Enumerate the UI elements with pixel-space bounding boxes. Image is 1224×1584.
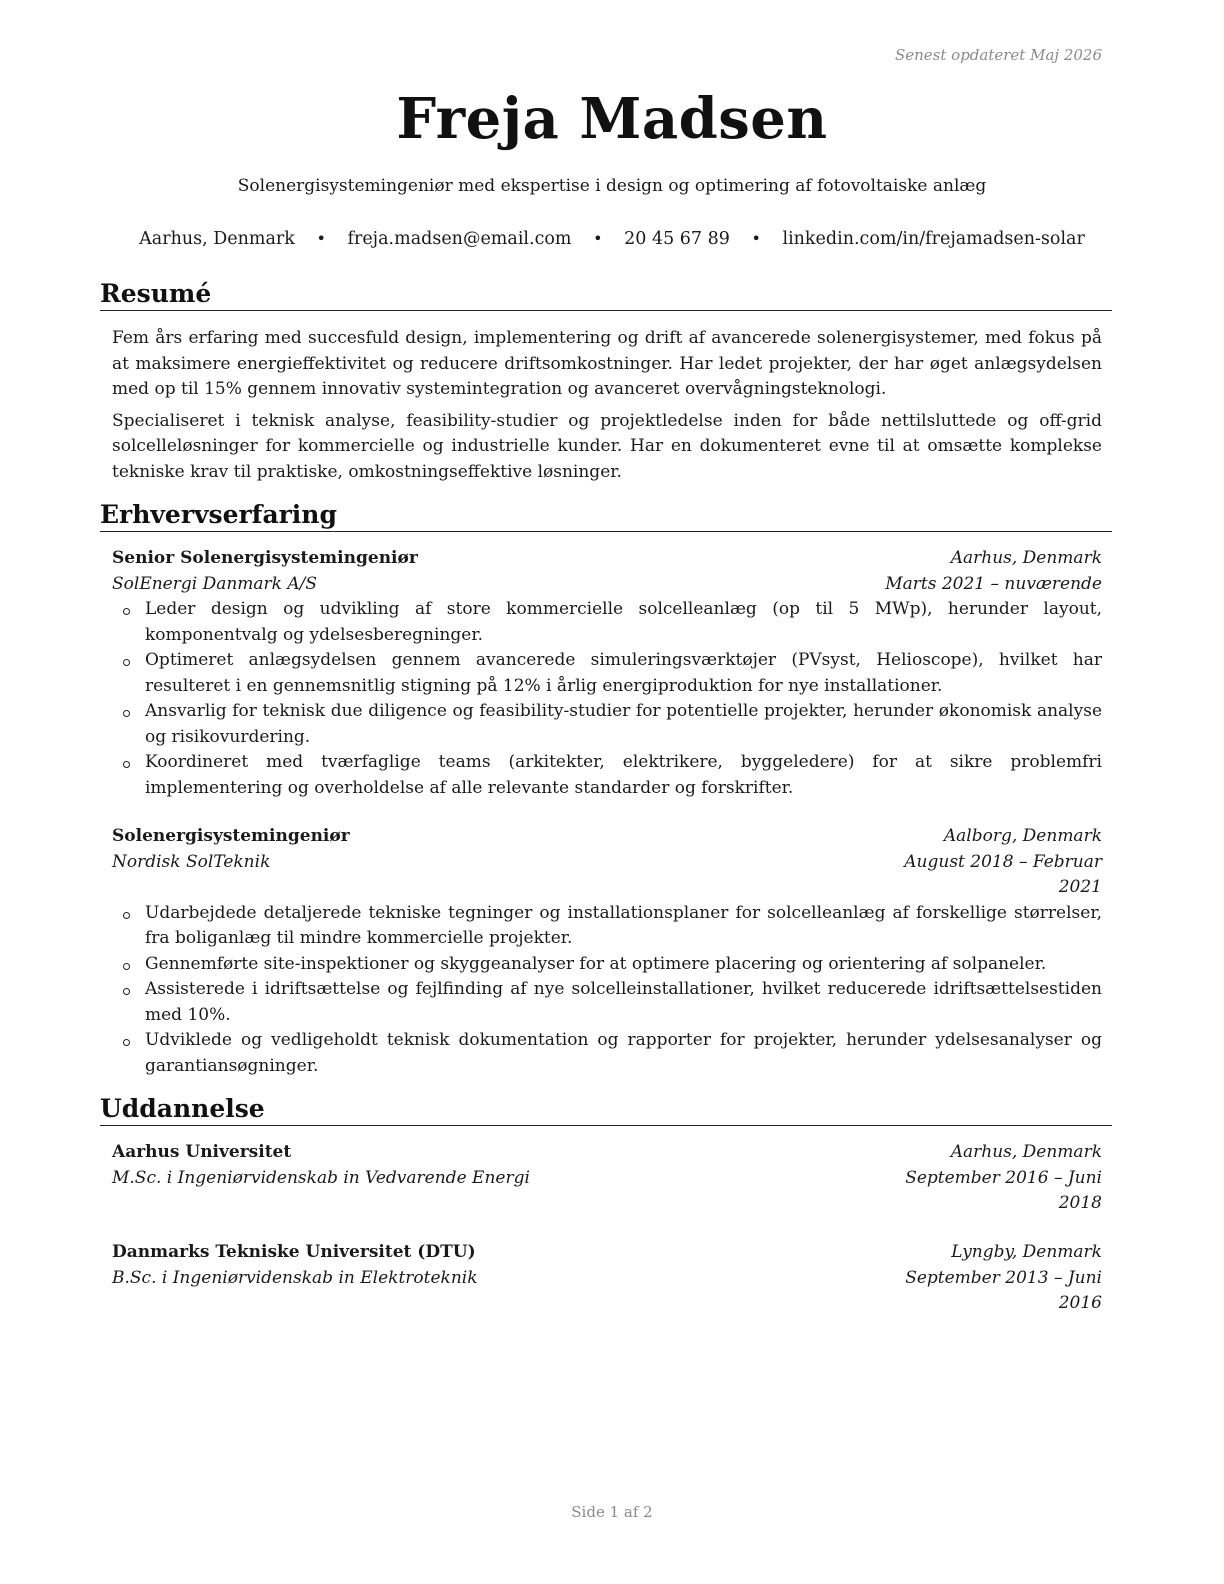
degree-name: B.Sc. i Ingeniørvidenskab in Elektroteknik bbox=[112, 1267, 478, 1288]
contact-linkedin-link[interactable]: linkedin.com/in/frejamadsen-solar bbox=[782, 229, 1085, 249]
list-item: Koordineret med tværfaglige teams (arkitekter, elektrikere, byggeledere) for at sikre problemfri implementering og overholdelse af alle relevante standarder og forskrifter. bbox=[112, 750, 1102, 801]
list-item: Optimeret anlægsydelsen gennem avancerede simuleringsværktøjer (PVsyst, Helioscope), hvilket har resulteret i en gennemsnitlig stigning på 12% i årlig energiproduktion for nye installationer. bbox=[112, 648, 1102, 699]
summary-paragraph: Fem års erfaring med succesfuld design, implementering og drift af avancerede solenergisystemer, med fokus på at maksimere energieffektivitet og reducere driftsomkostninger. Har ledet projekter, der har øget anlægsydelsen med op til 15% gennem innovativ systemintegration og avanceret overvågningsteknologi. bbox=[112, 328, 1102, 399]
job-entry bbox=[112, 824, 1102, 1079]
last-updated-note: Senest opdateret Maj 2026 bbox=[894, 46, 1102, 64]
candidate-name: Freja Madsen bbox=[396, 86, 828, 152]
degree-name: M.Sc. i Ingeniørvidenskab in Vedvarende Energi bbox=[112, 1167, 530, 1188]
section-title-experience: Erhvervserfaring bbox=[100, 500, 1112, 532]
list-item: Ansvarlig for teknisk due diligence og feasibility-studier for potentielle projekter, herunder økonomisk analyse og risikovurdering. bbox=[112, 699, 1102, 750]
education-dates: September 2016 – Juni 2018 bbox=[905, 1167, 1102, 1213]
circle-bullet-icon bbox=[123, 710, 130, 717]
job-company: SolEnergi Danmark A/S bbox=[112, 573, 318, 594]
list-item: Udarbejdede detaljerede tekniske tegninger og installationsplaner for solcelleanlæg af forskellige størrelser, fra boliganlæg til mindre kommercielle projekter. bbox=[112, 901, 1102, 952]
school-location: Aarhus, Denmark bbox=[950, 1142, 1102, 1162]
job-company: Nordisk SolTeknik bbox=[112, 851, 271, 872]
contact-location: Aarhus, Denmark bbox=[139, 229, 295, 249]
section-title-summary: Resumé bbox=[100, 279, 1112, 311]
circle-bullet-icon bbox=[123, 608, 130, 615]
education-entry bbox=[112, 1140, 1102, 1217]
job-entry bbox=[112, 546, 1102, 801]
contact-email-link[interactable]: freja.madsen@email.com bbox=[347, 229, 572, 249]
list-item: Assisterede i idriftsættelse og fejlfinding af nye solcelleinstallationer, hvilket reducerede idriftsættelsestiden med 10%. bbox=[112, 977, 1102, 1028]
job-title: Solenergisystemingeniør bbox=[112, 826, 350, 846]
page-number: Side 1 af 2 bbox=[571, 1503, 653, 1521]
list-item: Gennemførte site-inspektioner og skyggeanalyser for at optimere placering og orientering af solpaneler. bbox=[112, 952, 1102, 978]
education-dates: September 2013 – Juni 2016 bbox=[905, 1267, 1102, 1313]
contact-line bbox=[0, 229, 1224, 249]
list-item: Leder design og udvikling af store kommercielle solcelleanlæg (op til 5 MWp), herunder layout, komponentvalg og ydelsesberegninger. bbox=[112, 597, 1102, 648]
school-location: Lyngby, Denmark bbox=[951, 1242, 1102, 1262]
professional-tagline: Solenergisystemingeniør med ekspertise i design og optimering af fotovoltaiske anlæg bbox=[237, 176, 987, 196]
contact-phone: 20 45 67 89 bbox=[624, 229, 730, 249]
job-dates: Marts 2021 – nuværende bbox=[885, 573, 1102, 594]
list-item: Udviklede og vedligeholdt teknisk dokumentation og rapporter for projekter, herunder ydelsesanalyser og garantiansøgninger. bbox=[112, 1028, 1102, 1079]
job-dates: August 2018 – Februar 2021 bbox=[904, 851, 1102, 897]
education-entry bbox=[112, 1240, 1102, 1317]
school-name: Aarhus Universitet bbox=[112, 1142, 292, 1162]
summary-section bbox=[112, 326, 1102, 485]
job-title: Senior Solenergisystemingeniør bbox=[112, 548, 418, 568]
circle-bullet-icon bbox=[123, 761, 130, 768]
circle-bullet-icon bbox=[123, 988, 130, 995]
job-bullet-list bbox=[112, 901, 1102, 1080]
circle-bullet-icon bbox=[123, 1039, 130, 1046]
bullet-separator: • bbox=[593, 229, 603, 248]
bullet-separator: • bbox=[316, 229, 326, 248]
bullet-separator: • bbox=[751, 229, 761, 248]
job-location: Aalborg, Denmark bbox=[943, 826, 1102, 846]
circle-bullet-icon bbox=[123, 912, 130, 919]
school-name: Danmarks Tekniske Universitet (DTU) bbox=[112, 1242, 476, 1262]
circle-bullet-icon bbox=[123, 659, 130, 666]
job-location: Aarhus, Denmark bbox=[950, 548, 1102, 568]
job-bullet-list bbox=[112, 597, 1102, 801]
circle-bullet-icon bbox=[123, 963, 130, 970]
summary-paragraph: Specialiseret i teknisk analyse, feasibility-studier og projektledelse inden for både nettilsluttede og off-grid solcelleløsninger for kommercielle og industrielle kunder. Har en dokumenteret evne til at omsætte komplekse tekniske krav til praktiske, omkostningseffektive løsninger. bbox=[112, 410, 1102, 482]
section-title-education: Uddannelse bbox=[100, 1094, 1112, 1126]
